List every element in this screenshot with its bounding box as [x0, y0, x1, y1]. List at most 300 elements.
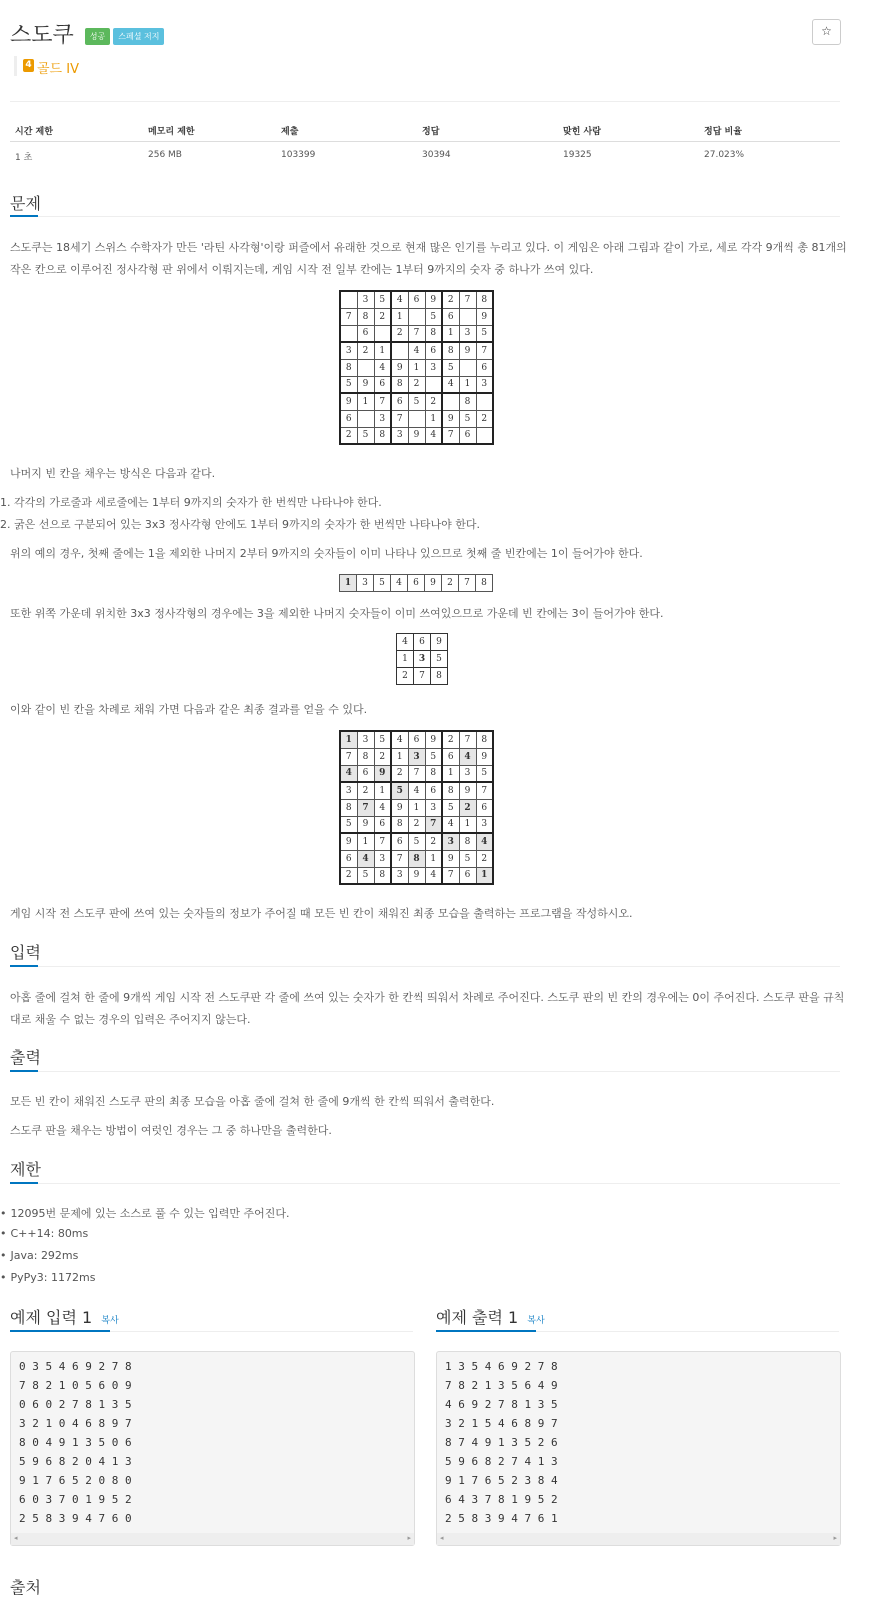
- grid-cell: 5: [340, 376, 357, 393]
- sample-line: 4 6 9 2 7 8 1 3 5: [445, 1398, 558, 1411]
- rule-item: 1. 각각의 가로줄과 세로줄에는 1부터 9까지의 숫자가 한 번씩만 나타나야 한다.: [0, 496, 382, 509]
- grid-cell: 5: [357, 427, 374, 444]
- grid-cell: 2: [340, 867, 357, 884]
- description-text: 위의 예의 경우, 첫째 줄에는 1을 제외한 나머지 2부터 9까지의 숫자들이 이미 나타나 있으므로 첫째 줄 빈칸에는 1이 들어가야 한다.: [10, 547, 643, 560]
- grid-cell: 3: [357, 291, 374, 308]
- sample-line: 7 8 2 1 0 5 6 0 9: [19, 1379, 132, 1392]
- grid-row: [340, 393, 493, 410]
- grid-cell: 2: [340, 427, 357, 444]
- sudoku-row-example: [339, 574, 493, 592]
- grid-cell: 1: [459, 376, 476, 393]
- grid-cell: 5: [340, 816, 357, 833]
- grid-cell: 3: [459, 765, 476, 782]
- info-cell[interactable]: 19325: [563, 150, 592, 160]
- source-section-title: 출처: [10, 1578, 41, 1597]
- grid-cell: 9: [408, 867, 425, 884]
- grid-cell: 2: [442, 731, 459, 748]
- grid-cell: 3: [425, 359, 442, 376]
- success-badge[interactable]: 성공: [85, 28, 110, 45]
- limit-item: [0, 1249, 78, 1262]
- grid-cell: 3: [408, 748, 425, 765]
- grid-cell: 3: [340, 342, 357, 359]
- info-cell: 256 MB: [148, 150, 182, 160]
- info-header: 시간 제한: [15, 127, 53, 137]
- info-header: 제출: [281, 127, 299, 137]
- grid-cell: 6: [414, 634, 431, 651]
- grid-cell: 2: [425, 833, 442, 850]
- grid-cell: 8: [442, 782, 459, 799]
- grid-cell: [340, 325, 357, 342]
- sample-line: 9 1 7 6 5 2 0 8 0: [19, 1474, 132, 1487]
- scroll-left-icon[interactable]: ◂: [14, 1534, 18, 1542]
- grid-cell: 5: [459, 410, 476, 427]
- description-text: 스도쿠는 18세기 스위스 수학자가 만든 '라틴 사각형'이랑 퍼즐에서 유래한 것으로 현재 많은 인기를 누리고 있다. 이 게임은 아래 그림과 같이 가로, 세로 각각 9개씩 총 81개의: [10, 241, 847, 254]
- grid-cell: 6: [442, 308, 459, 325]
- grid-cell: 9: [442, 410, 459, 427]
- sample-line: 6 0 3 7 0 1 9 5 2: [19, 1493, 132, 1506]
- grid-cell: 1: [374, 782, 391, 799]
- grid-cell: 4: [425, 867, 442, 884]
- grid-cell: 4: [374, 359, 391, 376]
- output-description: 모든 빈 칸이 채워진 스도쿠 판의 최종 모습을 아홉 줄에 걸쳐 한 줄에 9개씩 한 칸씩 띄워서 출력한다.: [10, 1095, 495, 1108]
- grid-cell: 7: [408, 765, 425, 782]
- grid-cell: 2: [425, 393, 442, 410]
- tier-label[interactable]: 골드 IV: [37, 62, 79, 77]
- grid-row: [340, 833, 493, 850]
- section-divider: [10, 1183, 840, 1184]
- grid-cell: 1: [391, 748, 408, 765]
- grid-cell: 9: [459, 342, 476, 359]
- grid-cell: 3: [374, 850, 391, 867]
- grid-row: [340, 575, 493, 592]
- grid-row: [340, 291, 493, 308]
- section-divider: [10, 1071, 840, 1072]
- grid-cell: 8: [357, 308, 374, 325]
- grid-cell: 9: [357, 816, 374, 833]
- limit-item: [0, 1227, 88, 1240]
- grid-cell: 6: [408, 291, 425, 308]
- grid-cell: 8: [391, 376, 408, 393]
- sample-line: 0 6 0 2 7 8 1 3 5: [19, 1398, 132, 1411]
- grid-cell: 6: [340, 410, 357, 427]
- grid-cell: 1: [357, 833, 374, 850]
- grid-cell: 1: [442, 325, 459, 342]
- section-underline: [10, 215, 38, 217]
- grid-cell: 8: [391, 816, 408, 833]
- grid-cell: 3: [391, 867, 408, 884]
- grid-cell: 5: [442, 799, 459, 816]
- section-divider: [10, 966, 840, 967]
- scroll-left-icon[interactable]: ◂: [440, 1534, 444, 1542]
- bullet-icon: •: [0, 1249, 7, 1262]
- grid-row: [340, 731, 493, 748]
- grid-cell: 4: [459, 748, 476, 765]
- grid-cell: [476, 427, 493, 444]
- grid-cell: 7: [374, 833, 391, 850]
- star-button[interactable]: ☆: [812, 19, 841, 45]
- scroll-right-icon[interactable]: ▸: [833, 1534, 837, 1542]
- grid-row: [340, 308, 493, 325]
- grid-cell: 6: [391, 833, 408, 850]
- grid-cell: 2: [476, 850, 493, 867]
- description-text: 작은 칸으로 이루어진 정사각형 판 위에서 이뤄지는데, 게임 시작 전 일부 칸에는 1부터 9까지의 숫자 중 하나가 쓰여 있다.: [10, 263, 594, 276]
- sample-input-title: 예제 입력 1: [10, 1308, 93, 1327]
- grid-cell: 7: [408, 325, 425, 342]
- grid-row: [397, 668, 448, 685]
- limit-text: Java: 292ms: [10, 1249, 79, 1262]
- copy-output-button[interactable]: 복사: [527, 1316, 545, 1326]
- grid-row: [340, 816, 493, 833]
- info-table: [10, 118, 840, 168]
- grid-cell: 4: [442, 816, 459, 833]
- sample-output-header: [436, 1305, 545, 1328]
- grid-cell: 9: [374, 765, 391, 782]
- grid-cell: 6: [408, 575, 425, 592]
- grid-cell: [425, 376, 442, 393]
- grid-cell: 4: [391, 291, 408, 308]
- sudoku-final-grid: [339, 730, 494, 885]
- grid-cell: 1: [374, 342, 391, 359]
- limit-text: C++14: 80ms: [10, 1227, 89, 1240]
- grid-cell: 5: [425, 308, 442, 325]
- grid-row: [340, 867, 493, 884]
- grid-cell: 5: [431, 651, 448, 668]
- scroll-right-icon[interactable]: ▸: [407, 1534, 411, 1542]
- section-divider: [10, 216, 840, 217]
- grid-cell: 1: [391, 308, 408, 325]
- header-divider: [10, 101, 840, 102]
- tier-icon: 4: [23, 59, 34, 72]
- grid-cell: 3: [425, 799, 442, 816]
- limit-section-title: 제한: [10, 1160, 41, 1179]
- grid-cell: 4: [340, 765, 357, 782]
- grid-cell: 2: [442, 575, 459, 592]
- info-header: 정답: [422, 127, 440, 137]
- sudoku-initial-grid: [339, 290, 494, 445]
- grid-cell: 9: [431, 634, 448, 651]
- grid-cell: 3: [414, 651, 431, 668]
- grid-cell: [408, 410, 425, 427]
- grid-cell: 1: [408, 359, 425, 376]
- grid-cell: 9: [425, 291, 442, 308]
- grid-cell: 7: [340, 308, 357, 325]
- sample-line: 8 0 4 9 1 3 5 0 6: [19, 1436, 132, 1449]
- grid-cell: 9: [459, 782, 476, 799]
- grid-row: [397, 651, 448, 668]
- grid-cell: 7: [391, 410, 408, 427]
- grid-cell: [442, 393, 459, 410]
- grid-cell: 7: [374, 393, 391, 410]
- grid-cell: 5: [374, 291, 391, 308]
- grid-cell: 8: [425, 325, 442, 342]
- grid-cell: 6: [357, 325, 374, 342]
- limit-item: [0, 1271, 95, 1284]
- grid-row: [340, 782, 493, 799]
- input-section-title: 입력: [10, 943, 41, 962]
- grid-cell: [391, 342, 408, 359]
- grid-cell: 9: [357, 376, 374, 393]
- grid-cell: 6: [357, 765, 374, 782]
- grid-cell: 3: [374, 410, 391, 427]
- special-judge-badge[interactable]: 스페셜 저지: [113, 28, 164, 45]
- grid-cell: 1: [340, 731, 357, 748]
- sample-line: 1 3 5 4 6 9 2 7 8: [445, 1360, 558, 1373]
- grid-cell: 6: [374, 816, 391, 833]
- grid-cell: 4: [374, 799, 391, 816]
- grid-cell: [408, 308, 425, 325]
- grid-cell: 2: [357, 342, 374, 359]
- output-description: 스도쿠 판을 채우는 방법이 여럿인 경우는 그 중 하나만을 출력한다.: [10, 1124, 332, 1137]
- grid-cell: 5: [425, 748, 442, 765]
- sample-output-box[interactable]: [436, 1351, 841, 1546]
- grid-cell: 9: [425, 575, 442, 592]
- grid-cell: 9: [340, 393, 357, 410]
- limit-text: PyPy3: 1172ms: [10, 1271, 96, 1284]
- grid-cell: 6: [476, 799, 493, 816]
- description-text: 게임 시작 전 스도쿠 판에 쓰여 있는 숫자들의 정보가 주어질 때 모든 빈 칸이 채워진 최종 모습을 출력하는 프로그램을 작성하시오.: [10, 907, 633, 920]
- grid-cell: 1: [442, 765, 459, 782]
- grid-row: [340, 765, 493, 782]
- info-cell[interactable]: 103399: [281, 150, 316, 160]
- grid-cell: 8: [357, 748, 374, 765]
- grid-cell: 5: [408, 833, 425, 850]
- grid-cell: 5: [374, 575, 391, 592]
- limit-item: [0, 1205, 289, 1221]
- grid-cell: 3: [340, 782, 357, 799]
- output-section-title: 출력: [10, 1048, 41, 1067]
- grid-row: [340, 427, 493, 444]
- grid-cell: 3: [476, 376, 493, 393]
- grid-cell: 9: [391, 359, 408, 376]
- grid-cell: 6: [425, 342, 442, 359]
- sample-line: 8 7 4 9 1 3 5 2 6: [445, 1436, 558, 1449]
- grid-cell: 1: [357, 393, 374, 410]
- grid-cell: 7: [459, 731, 476, 748]
- grid-cell: 4: [425, 427, 442, 444]
- sample-input-header: [10, 1305, 119, 1328]
- info-header: 맞힌 사람: [563, 127, 601, 137]
- sudoku-box-example: [396, 633, 448, 685]
- grid-cell: 8: [374, 867, 391, 884]
- info-header: 정답 비율: [704, 127, 742, 137]
- grid-cell: 5: [476, 325, 493, 342]
- copy-input-button[interactable]: 복사: [101, 1316, 119, 1326]
- info-cell: 27.023%: [704, 150, 745, 160]
- sample-output-title: 예제 출력 1: [436, 1308, 519, 1327]
- grid-cell: 7: [442, 867, 459, 884]
- grid-cell: 4: [397, 634, 414, 651]
- grid-cell: 2: [391, 325, 408, 342]
- grid-cell: 5: [374, 731, 391, 748]
- grid-cell: 9: [408, 427, 425, 444]
- problem-section-title: 문제: [10, 194, 41, 213]
- grid-cell: 7: [357, 799, 374, 816]
- grid-row: [340, 376, 493, 393]
- grid-row: [340, 799, 493, 816]
- grid-cell: 2: [459, 799, 476, 816]
- horizontal-scrollbar[interactable]: [437, 1533, 840, 1545]
- sample-line: 0 3 5 4 6 9 2 7 8: [19, 1360, 132, 1373]
- grid-cell: 9: [425, 731, 442, 748]
- grid-cell: [357, 359, 374, 376]
- description-text: 또한 위쪽 가운데 위치한 3x3 정사각형의 경우에는 3을 제외한 나머지 숫자들이 이미 쓰여있으므로 가운데 빈 칸에는 3이 들어가야 한다.: [10, 607, 664, 620]
- grid-row: [340, 359, 493, 376]
- grid-cell: 4: [391, 575, 408, 592]
- grid-cell: 6: [425, 782, 442, 799]
- grid-cell: 4: [476, 833, 493, 850]
- grid-cell: 9: [391, 799, 408, 816]
- rule-item: 2. 굵은 선으로 구분되어 있는 3x3 정사각형 안에도 1부터 9까지의 숫자가 한 번씩만 나타나야 한다.: [0, 518, 480, 531]
- grid-cell: 4: [357, 850, 374, 867]
- grid-cell: 3: [476, 816, 493, 833]
- grid-cell: 2: [476, 410, 493, 427]
- grid-cell: 2: [374, 308, 391, 325]
- sample-line: 3 2 1 0 4 6 8 9 7: [19, 1417, 132, 1430]
- grid-cell: 8: [374, 427, 391, 444]
- grid-cell: 7: [442, 427, 459, 444]
- grid-cell: [357, 410, 374, 427]
- grid-cell: 8: [459, 833, 476, 850]
- grid-cell: [340, 291, 357, 308]
- grid-cell: [374, 325, 391, 342]
- grid-cell: 7: [414, 668, 431, 685]
- input-description: 대로 채울 수 없는 경우의 입력은 주어지지 않는다.: [10, 1013, 251, 1026]
- sample-line: 7 8 2 1 3 5 6 4 9: [445, 1379, 558, 1392]
- horizontal-scrollbar[interactable]: [11, 1533, 414, 1545]
- input-description: 아홉 줄에 걸쳐 한 줄에 9개씩 게임 시작 전 스도쿠판 각 줄에 쓰여 있는 숫자가 한 칸씩 띄워서 차례로 주어진다. 스도쿠 판의 빈 칸의 경우에는 0이 주어진다. 스도쿠 판을 규칙: [10, 991, 845, 1004]
- sample-line: 2 5 8 3 9 4 7 6 0: [19, 1512, 132, 1525]
- sample-line: 6 4 3 7 8 1 9 5 2: [445, 1493, 558, 1506]
- grid-cell: 3: [442, 833, 459, 850]
- grid-cell: 5: [442, 359, 459, 376]
- grid-cell: 6: [340, 850, 357, 867]
- sample-input-box[interactable]: [10, 1351, 415, 1546]
- sample-line: 2 5 8 3 9 4 7 6 1: [445, 1512, 558, 1525]
- sample-line: 5 9 6 8 2 7 4 1 3: [445, 1455, 558, 1468]
- grid-cell: 8: [340, 359, 357, 376]
- grid-cell: 1: [340, 575, 357, 592]
- info-divider: [10, 141, 840, 142]
- grid-cell: 2: [442, 291, 459, 308]
- bullet-icon: •: [0, 1227, 7, 1240]
- grid-cell: 3: [357, 575, 374, 592]
- grid-cell: 8: [431, 668, 448, 685]
- grid-cell: 5: [476, 765, 493, 782]
- grid-cell: 3: [459, 325, 476, 342]
- grid-cell: 6: [442, 748, 459, 765]
- description-text: 나머지 빈 칸을 채우는 방식은 다음과 같다.: [10, 467, 216, 480]
- section-underline: [10, 965, 38, 967]
- sample-line: 5 9 6 8 2 0 4 1 3: [19, 1455, 132, 1468]
- grid-cell: 1: [425, 410, 442, 427]
- grid-cell: 1: [397, 651, 414, 668]
- grid-cell: 6: [408, 731, 425, 748]
- grid-cell: 5: [357, 867, 374, 884]
- grid-cell: 4: [391, 731, 408, 748]
- grid-cell: 4: [408, 342, 425, 359]
- section-underline: [10, 1070, 38, 1072]
- grid-cell: 6: [374, 376, 391, 393]
- grid-cell: 1: [459, 816, 476, 833]
- grid-cell: 5: [459, 850, 476, 867]
- grid-cell: 6: [459, 427, 476, 444]
- sample-line: 3 2 1 5 4 6 8 9 7: [445, 1417, 558, 1430]
- grid-cell: 8: [476, 291, 493, 308]
- bullet-icon: •: [0, 1271, 7, 1284]
- grid-cell: 7: [459, 291, 476, 308]
- problem-title: 스도쿠: [10, 23, 74, 48]
- info-cell: 1 초: [15, 153, 33, 163]
- grid-cell: 3: [391, 427, 408, 444]
- grid-cell: 8: [476, 575, 493, 592]
- grid-cell: 7: [340, 748, 357, 765]
- page-title: [10, 18, 164, 49]
- grid-cell: 5: [408, 393, 425, 410]
- description-text: 이와 같이 빈 칸을 차례로 채워 가면 다음과 같은 최종 결과를 얻을 수 있다.: [10, 703, 368, 716]
- info-cell[interactable]: 30394: [422, 150, 451, 160]
- grid-cell: 2: [408, 376, 425, 393]
- grid-cell: [476, 393, 493, 410]
- grid-cell: 8: [476, 731, 493, 748]
- grid-cell: 8: [459, 393, 476, 410]
- grid-cell: 4: [442, 376, 459, 393]
- grid-row: [340, 850, 493, 867]
- section-underline: [10, 1182, 38, 1184]
- grid-cell: 6: [459, 867, 476, 884]
- grid-cell: [459, 308, 476, 325]
- grid-cell: 7: [391, 850, 408, 867]
- grid-cell: 6: [391, 393, 408, 410]
- grid-cell: 2: [357, 782, 374, 799]
- grid-cell: 2: [397, 668, 414, 685]
- grid-cell: 9: [476, 308, 493, 325]
- grid-cell: 2: [408, 816, 425, 833]
- grid-cell: 4: [408, 782, 425, 799]
- grid-cell: 1: [425, 850, 442, 867]
- grid-cell: 9: [442, 850, 459, 867]
- grid-row: [397, 634, 448, 651]
- grid-cell: 8: [425, 765, 442, 782]
- grid-cell: 2: [374, 748, 391, 765]
- limit-text: 12095번 문제에 있는 소스로 풀 수 있는 입력만 주어진다.: [10, 1207, 290, 1220]
- grid-row: [340, 342, 493, 359]
- section-underline: [10, 1330, 110, 1332]
- grid-cell: 5: [391, 782, 408, 799]
- section-underline: [436, 1330, 536, 1332]
- grid-row: [340, 410, 493, 427]
- bullet-icon: •: [0, 1207, 7, 1220]
- grid-row: [340, 748, 493, 765]
- info-header: 메모리 제한: [148, 127, 195, 137]
- grid-cell: 7: [459, 575, 476, 592]
- grid-cell: 7: [425, 816, 442, 833]
- grid-cell: 3: [357, 731, 374, 748]
- sample-line: 9 1 7 6 5 2 3 8 4: [445, 1474, 558, 1487]
- grid-cell: 7: [476, 782, 493, 799]
- grid-cell: 1: [408, 799, 425, 816]
- grid-cell: 7: [476, 342, 493, 359]
- grid-row: [340, 325, 493, 342]
- grid-cell: 6: [476, 359, 493, 376]
- grid-cell: [459, 359, 476, 376]
- grid-cell: 8: [408, 850, 425, 867]
- grid-cell: 8: [340, 799, 357, 816]
- grid-cell: 9: [476, 748, 493, 765]
- grid-cell: 1: [476, 867, 493, 884]
- tier-divider: [14, 56, 17, 76]
- grid-cell: 9: [340, 833, 357, 850]
- grid-cell: 2: [391, 765, 408, 782]
